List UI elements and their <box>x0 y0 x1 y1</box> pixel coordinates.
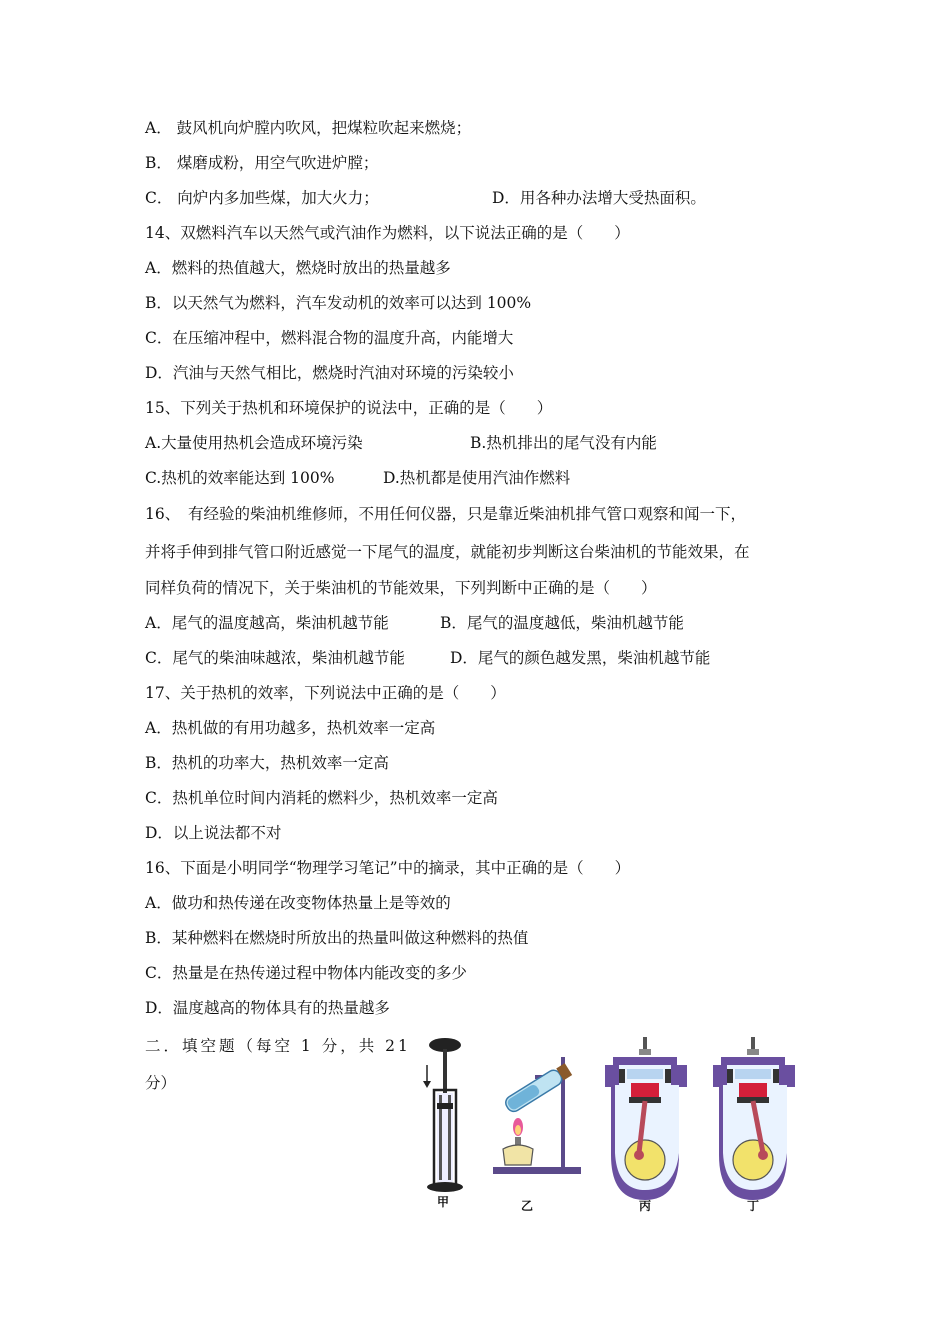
q16-option-d: D．尾气的颜色越发黑，柴油机越节能 <box>450 649 711 667</box>
q17-option-a: A．热机做的有用功越多，热机效率一定高 <box>145 719 436 737</box>
q18-option-d: D．温度越高的物体具有的热量越多 <box>145 999 390 1017</box>
q18-option-b: B．某种燃料在燃烧时所放出的热量叫做这种燃料的热值 <box>145 929 529 947</box>
q15-option-c: C.热机的效率能达到 100% <box>145 469 335 487</box>
q17-option-b: B．热机的功率大，热机效率一定高 <box>145 754 389 772</box>
q18-stem: 16、下面是小明同学“物理学习笔记”中的摘录，其中正确的是（ ） <box>145 859 631 877</box>
q15-option-a: A.大量使用热机会造成环境污染 <box>145 434 363 452</box>
q16-stem-line1: 16、 有经验的柴油机维修师，不用任何仪器，只是靠近柴油机排气管口观察和闻一下， <box>145 505 746 523</box>
figure-label-jia: 甲 <box>437 1195 450 1209</box>
figure-label-yi: 乙 <box>521 1199 534 1213</box>
figure-bing-engine <box>605 1037 687 1200</box>
experiment-figures <box>415 1035 815 1215</box>
q13-option-a: A． 鼓风机向炉膛内吹风，把煤粒吹起来燃烧； <box>145 119 472 137</box>
q16-stem-line2: 并将手伸到排气管口附近感觉一下尾气的温度，就能初步判断这台柴油机的节能效果，在 <box>145 543 750 561</box>
figures-illustration <box>415 1035 815 1215</box>
figure-ding-engine <box>713 1037 795 1200</box>
q16-option-a: A．尾气的温度越高，柴油机越节能 <box>145 614 389 632</box>
section2-heading: 二．填空题（每空 1 分，共 21 <box>145 1037 411 1055</box>
q14-stem: 14、双燃料汽车以天然气或汽油作为燃料，以下说法正确的是（ ） <box>145 224 630 242</box>
q16-stem-line3: 同样负荷的情况下，关于柴油机的节能效果，下列判断中正确的是（ ） <box>145 579 657 597</box>
q18-option-a: A．做功和热传递在改变物体热量上是等效的 <box>145 894 451 912</box>
q18-option-c: C．热量是在热传递过程中物体内能改变的多少 <box>145 964 467 982</box>
q17-stem: 17、关于热机的效率，下列说法中正确的是（ ） <box>145 684 506 702</box>
figure-label-bing: 丙 <box>639 1199 652 1213</box>
figure-jia-piston <box>423 1038 463 1192</box>
q13-option-d: D．用各种办法增大受热面积。 <box>492 189 706 207</box>
q16-option-b: B．尾气的温度越低，柴油机越节能 <box>440 614 684 632</box>
q14-option-a: A．燃料的热值越大，燃烧时放出的热量越多 <box>145 259 451 277</box>
q14-option-c: C．在压缩冲程中，燃料混合物的温度升高，内能增大 <box>145 329 514 347</box>
q13-option-b: B． 煤磨成粉，用空气吹进炉膛； <box>145 154 379 172</box>
q13-option-c: C． 向炉内多加些煤，加大火力； <box>145 189 379 207</box>
q17-option-c: C．热机单位时间内消耗的燃料少，热机效率一定高 <box>145 789 498 807</box>
q15-stem: 15、下列关于热机和环境保护的说法中，正确的是（ ） <box>145 399 553 417</box>
q17-option-d: D．以上说法都不对 <box>145 824 282 842</box>
q16-option-c: C．尾气的柴油味越浓，柴油机越节能 <box>145 649 405 667</box>
figure-yi-test-tube <box>493 1057 581 1174</box>
section2-heading-cont: 分） <box>145 1074 177 1092</box>
q15-option-b: B.热机排出的尾气没有内能 <box>470 434 657 452</box>
q14-option-b: B．以天然气为燃料，汽车发动机的效率可以达到 100% <box>145 294 532 312</box>
q14-option-d: D．汽油与天然气相比，燃烧时汽油对环境的污染较小 <box>145 364 514 382</box>
figure-label-ding: 丁 <box>747 1199 760 1213</box>
q15-option-d: D.热机都是使用汽油作燃料 <box>383 469 571 487</box>
